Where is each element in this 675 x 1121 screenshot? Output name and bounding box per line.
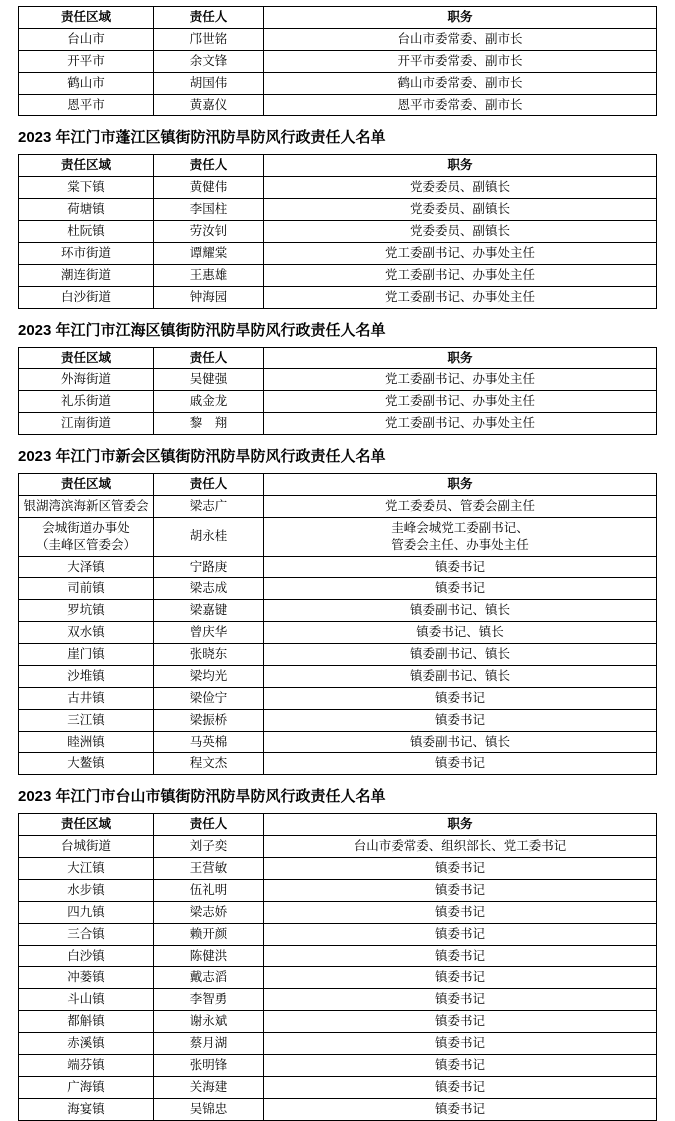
cell-area: 环市街道 [19,242,154,264]
cell-duty: 台山市委常委、组织部长、党工委书记 [264,836,657,858]
cell-person: 李国柱 [154,199,264,221]
table-row [19,177,657,199]
cell-duty: 镇委书记 [264,879,657,901]
table-header-row [19,347,657,369]
cell-area: 古井镇 [19,687,154,709]
cell-person: 戴志滔 [154,967,264,989]
cell-area: 外海街道 [19,369,154,391]
cell-duty: 镇委书记 [264,1033,657,1055]
cell-duty: 镇委书记 [264,1098,657,1120]
cell-area: 四九镇 [19,901,154,923]
cell-duty: 镇委书记 [264,1076,657,1098]
cell-person: 刘子奕 [154,836,264,858]
cell-person: 陈健洪 [154,945,264,967]
column-header: 责任区域 [19,155,154,177]
table-row [19,94,657,116]
table-row [19,28,657,50]
table-row [19,622,657,644]
cell-area: 恩平市 [19,94,154,116]
cell-person: 赖开颜 [154,923,264,945]
table-row [19,923,657,945]
cell-duty: 镇委副书记、镇长 [264,600,657,622]
cell-duty: 党委委员、副镇长 [264,221,657,243]
cell-person: 谭耀棠 [154,242,264,264]
cell-area: 海宴镇 [19,1098,154,1120]
responsibility-table [18,813,657,1120]
table-row [19,709,657,731]
cell-area: 端芬镇 [19,1054,154,1076]
cell-duty: 党工委副书记、办事处主任 [264,369,657,391]
cell-area: 广海镇 [19,1076,154,1098]
cell-person: 梁嘉键 [154,600,264,622]
table-row [19,858,657,880]
table-row [19,945,657,967]
column-header: 职务 [264,155,657,177]
cell-area: 鹤山市 [19,72,154,94]
table-row [19,264,657,286]
cell-duty: 镇委书记 [264,967,657,989]
cell-area: 三合镇 [19,923,154,945]
table-header-row [19,814,657,836]
table-row [19,50,657,72]
table-row [19,1076,657,1098]
column-header: 责任人 [154,347,264,369]
cell-duty: 镇委书记 [264,989,657,1011]
cell-duty: 鹤山市委常委、副市长 [264,72,657,94]
cell-person: 梁志成 [154,578,264,600]
cell-duty: 镇委书记 [264,687,657,709]
cell-area: 大泽镇 [19,556,154,578]
cell-person: 梁俭宁 [154,687,264,709]
column-header: 责任区域 [19,7,154,29]
cell-area: 潮连街道 [19,264,154,286]
cell-duty: 镇委书记、镇长 [264,622,657,644]
column-header: 职务 [264,7,657,29]
cell-area: 荷塘镇 [19,199,154,221]
cell-person: 梁志娇 [154,901,264,923]
cell-duty: 镇委书记 [264,901,657,923]
cell-area: 睦洲镇 [19,731,154,753]
cell-duty: 党工委副书记、办事处主任 [264,286,657,308]
sections-container [18,6,657,1121]
cell-area: 崖门镇 [19,644,154,666]
cell-person: 王惠雄 [154,264,264,286]
cell-duty: 圭峰会城党工委副书记、 管委会主任、办事处主任 [264,517,657,556]
section-title: 2023 年江门市新会区镇街防汛防旱防风行政责任人名单 [18,448,386,465]
cell-area: 台山市 [19,28,154,50]
cell-person: 胡国伟 [154,72,264,94]
cell-person: 黄嘉仪 [154,94,264,116]
cell-area: 斗山镇 [19,989,154,1011]
cell-area: 双水镇 [19,622,154,644]
cell-duty: 党委委员、副镇长 [264,199,657,221]
cell-area: 司前镇 [19,578,154,600]
cell-duty: 台山市委常委、副市长 [264,28,657,50]
cell-duty: 镇委副书记、镇长 [264,731,657,753]
cell-person: 钟海园 [154,286,264,308]
cell-person: 黎 翔 [154,413,264,435]
table-row [19,687,657,709]
responsibility-table [18,347,657,436]
section-title: 2023 年江门市台山市镇街防汛防旱防风行政责任人名单 [18,788,386,806]
section-title: 2023 年江门市江海区镇街防汛防旱防风行政责任人名单 [18,321,386,339]
table-row [19,1011,657,1033]
table-row [19,1033,657,1055]
cell-duty: 开平市委常委、副市长 [264,50,657,72]
column-header: 职务 [264,814,657,836]
table-row [19,578,657,600]
table-row [19,413,657,435]
table-row [19,221,657,243]
cell-person: 梁均光 [154,665,264,687]
table-header-row [19,474,657,496]
cell-area: 赤溪镇 [19,1033,154,1055]
table-row [19,495,657,517]
table-row [19,753,657,775]
cell-person: 梁振桥 [154,709,264,731]
cell-duty: 镇委书记 [264,858,657,880]
cell-person: 王营敏 [154,858,264,880]
column-header: 责任区域 [19,814,154,836]
cell-person: 张明锋 [154,1054,264,1076]
column-header: 责任人 [154,7,264,29]
cell-person: 梁志广 [154,495,264,517]
cell-area: 大鳌镇 [19,753,154,775]
cell-duty: 党委委员、副镇长 [264,177,657,199]
cell-person: 伍礼明 [154,879,264,901]
table-row [19,644,657,666]
column-header: 责任区域 [19,474,154,496]
cell-area: 三江镇 [19,709,154,731]
cell-person: 胡永桂 [154,517,264,556]
cell-duty: 镇委书记 [264,556,657,578]
table-row [19,731,657,753]
table-row [19,242,657,264]
table-row [19,1054,657,1076]
cell-area: 水步镇 [19,879,154,901]
cell-area: 棠下镇 [19,177,154,199]
cell-person: 关海建 [154,1076,264,1098]
cell-area: 白沙镇 [19,945,154,967]
responsibility-table [18,473,657,775]
cell-duty: 党工委副书记、办事处主任 [264,264,657,286]
cell-area: 白沙街道 [19,286,154,308]
section-title: 2023 年江门市蓬江区镇街防汛防旱防风行政责任人名单 [18,129,386,147]
cell-duty: 镇委书记 [264,945,657,967]
cell-area: 银湖湾滨海新区管委会 [19,495,154,517]
cell-person: 马英棉 [154,731,264,753]
table-row [19,556,657,578]
cell-person: 张晓东 [154,644,264,666]
cell-person: 程文杰 [154,753,264,775]
cell-area: 江南街道 [19,413,154,435]
cell-duty: 党工委委员、管委会副主任 [264,495,657,517]
table-row [19,369,657,391]
table-row [19,517,657,556]
cell-person: 蔡月湖 [154,1033,264,1055]
table-row [19,989,657,1011]
table-row [19,665,657,687]
cell-person: 谢永斌 [154,1011,264,1033]
cell-person: 邝世铭 [154,28,264,50]
cell-area: 都斛镇 [19,1011,154,1033]
table-header-row [19,7,657,29]
column-header: 职务 [264,474,657,496]
cell-area: 开平市 [19,50,154,72]
responsibility-table [18,6,657,116]
cell-person: 黄健伟 [154,177,264,199]
cell-area: 礼乐街道 [19,391,154,413]
table-row [19,72,657,94]
column-header: 职务 [264,347,657,369]
table-row [19,836,657,858]
table-row [19,600,657,622]
cell-duty: 镇委书记 [264,1054,657,1076]
table-row [19,1098,657,1120]
cell-duty: 镇委书记 [264,753,657,775]
cell-person: 吴健强 [154,369,264,391]
cell-person: 李智勇 [154,989,264,1011]
cell-area: 杜阮镇 [19,221,154,243]
column-header: 责任人 [154,474,264,496]
cell-area: 大江镇 [19,858,154,880]
cell-person: 戚金龙 [154,391,264,413]
table-header-row [19,155,657,177]
cell-area: 台城街道 [19,836,154,858]
column-header: 责任人 [154,155,264,177]
table-row [19,286,657,308]
cell-area: 会城街道办事处 （圭峰区管委会） [19,517,154,556]
cell-duty: 镇委书记 [264,1011,657,1033]
cell-area: 沙堆镇 [19,665,154,687]
cell-duty: 镇委副书记、镇长 [264,665,657,687]
cell-duty: 镇委书记 [264,709,657,731]
cell-person: 余文锋 [154,50,264,72]
cell-duty: 党工委副书记、办事处主任 [264,413,657,435]
cell-duty: 镇委书记 [264,578,657,600]
cell-duty: 镇委副书记、镇长 [264,644,657,666]
table-row [19,199,657,221]
cell-duty: 恩平市委常委、副市长 [264,94,657,116]
table-row [19,879,657,901]
responsibility-table [18,154,657,308]
cell-person: 曾庆华 [154,622,264,644]
table-row [19,391,657,413]
cell-person: 劳汝钊 [154,221,264,243]
table-row [19,967,657,989]
cell-duty: 党工委副书记、办事处主任 [264,242,657,264]
column-header: 责任人 [154,814,264,836]
cell-duty: 镇委书记 [264,923,657,945]
table-row [19,901,657,923]
cell-person: 吴锦忠 [154,1098,264,1120]
cell-duty: 党工委副书记、办事处主任 [264,391,657,413]
cell-area: 冲蒌镇 [19,967,154,989]
cell-person: 宁路庚 [154,556,264,578]
cell-area: 罗坑镇 [19,600,154,622]
column-header: 责任区域 [19,347,154,369]
